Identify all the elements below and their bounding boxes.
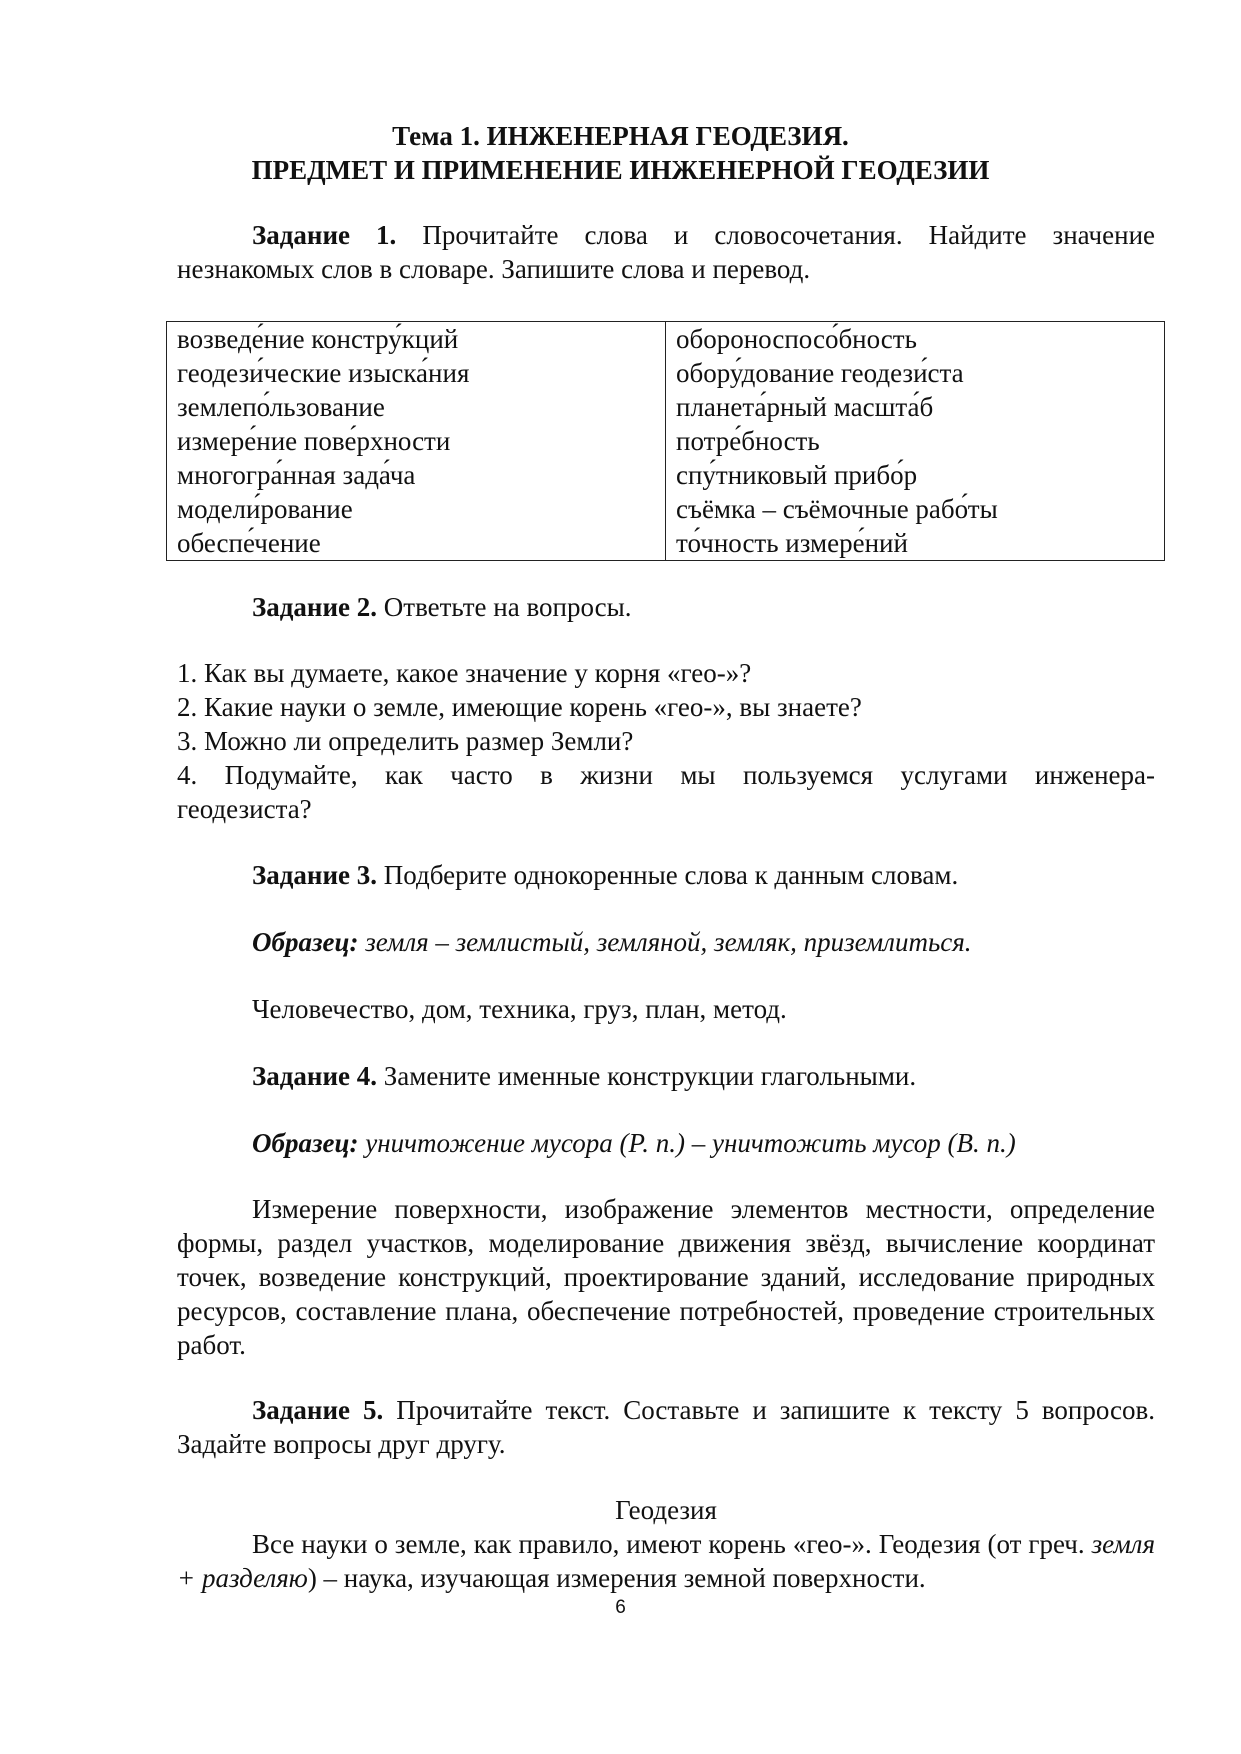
task-3-label: Задание 3. [252,860,378,890]
task-4-sample-text: уничтожение мусора (Р. п.) – уничтожить мусор (В. п.) [358,1128,1016,1158]
task-4-label: Задание 4. [252,1061,378,1091]
reading-text-end: ) – наука, изучающая измерения земной поверхности. [307,1563,926,1593]
topic-title-line-1: Тема 1. ИНЖЕНЕРНАЯ ГЕОДЕЗИЯ. [392,121,849,151]
task-2-paragraph [177,590,1155,624]
vocab-right-item: обору́дование геодези́ста [676,358,964,388]
vocab-right-item: съёмка – съёмочные рабо́ты [676,494,998,524]
task-2-text: Ответьте на вопросы. [377,592,632,622]
task-4-text: Замените именные конструкции глагольными. [377,1061,917,1091]
task-4-sample [177,1126,1155,1160]
vocabulary-left-column [167,322,666,561]
vocab-right-item: спу́тниковый прибо́р [676,460,918,490]
vocab-right-item: планета́рный масшта́б [676,392,934,422]
vocabulary-right-column [666,322,1165,561]
vocabulary-table [166,321,1165,561]
vocab-left-item: модели́рование [177,494,353,524]
task-3-sample [177,925,1155,959]
vocab-right-item: обороноспосо́бность [676,324,917,354]
topic-title-line-2: ПРЕДМЕТ И ПРИМЕНЕНИЕ ИНЖЕНЕРНОЙ ГЕОДЕЗИИ [251,155,990,185]
vocab-right-item: потре́бность [676,426,820,456]
task-3-words: Человечество, дом, техника, груз, план, метод. [252,994,787,1024]
vocab-right-item: то́чность измере́ний [676,528,908,558]
task-3-text: Подберите однокоренные слова к данным словам. [377,860,959,890]
question-1: 1. Как вы думаете, какое значение у корня «гео-»? [177,658,752,688]
page-number: 6 [615,1597,626,1618]
vocabulary-row [167,322,1165,561]
vocab-left-item: обеспе́чение [177,528,321,558]
question-2: 2. Какие науки о земле, имеющие корень «гео-», вы знаете? [177,692,862,722]
reading-text-italic: земля + разделяю [177,1529,1155,1593]
vocab-left-item: многогра́нная зада́ча [177,460,416,490]
task-5-text: Прочитайте текст. Составьте и запишите к тексту 5 вопросов. Задайте вопросы друг другу. [177,1395,1155,1459]
vocab-left-item: геодези́ческие изыска́ния [177,358,470,388]
task-4-list: Измерение поверхности, изображение элементов местности, определение формы, раздел участков, моделирование движения звёзд, вычисление координат точек, возведение конструкций, проектирование зданий, исследование природных ресурсов, составление плана, обеспечение потребностей, проведение строительных работ. [177,1194,1155,1360]
task-1-paragraph [177,218,1155,286]
question-4: 4. Подумайте, как часто в жизни мы пользуемся услугами инженера-геодезиста? [177,760,1155,824]
task-3-paragraph [177,858,1155,892]
task-5-label: Задание 5. [252,1395,384,1425]
task-5-paragraph [177,1393,1155,1461]
reading-heading: Геодезия [615,1495,717,1525]
task-1-text: Прочитайте слова и словосочетания. Найдите значение незнакомых слов в словаре. Запишите слова и перевод. [177,220,1156,284]
question-3: 3. Можно ли определить размер Земли? [177,726,634,756]
task-4-sample-label: Образец: [252,1128,359,1158]
vocab-left-item: возведе́ние констру́кций [177,324,459,354]
task-1-label: Задание 1. [252,220,397,250]
vocab-left-item: измере́ние пове́рхности [177,426,451,456]
task-4-paragraph [177,1059,1155,1093]
task-3-sample-label: Образец: [252,927,359,957]
reading-text-start: Все науки о земле, как правило, имеют корень «гео-». Геодезия (от греч. [252,1529,1092,1559]
task-3-sample-text: земля – землистый, земляной, земляк, приземлиться. [358,927,972,957]
vocab-left-item: землепо́льзование [177,392,385,422]
task-2-label: Задание 2. [252,592,378,622]
reading-paragraph [177,1527,1155,1595]
